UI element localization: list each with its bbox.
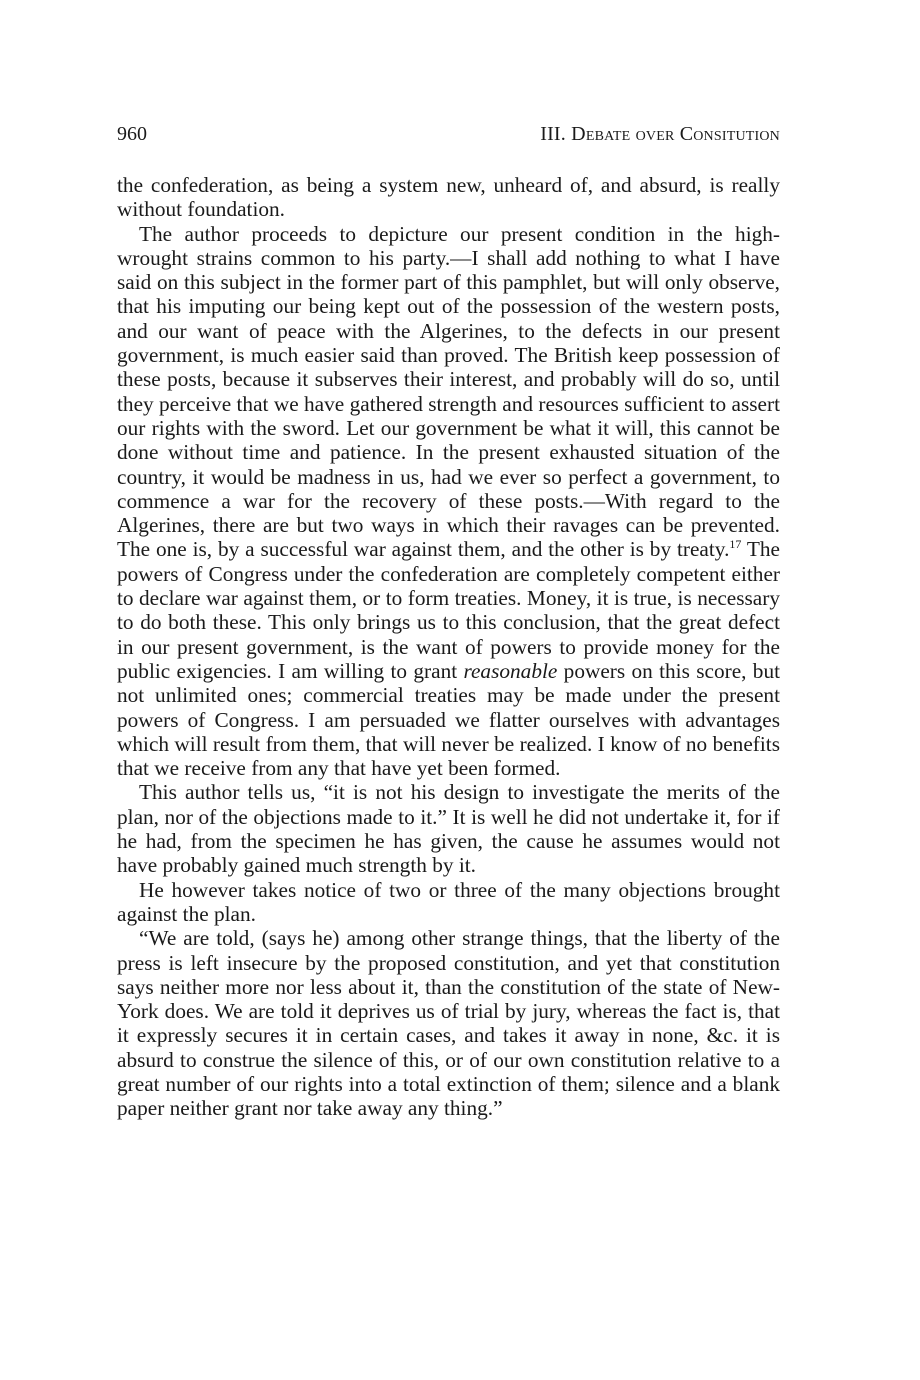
paragraph-5: “We are told, (says he) among other strange things, that the liberty of the press is left insecure by the proposed constitution, and yet that constitution says neither more nor less about it, than the constitution of the state of New-York does. We are told it deprives us of trial by jury, whereas the fact is, that it expressly secures it in certain cases, and takes it away in none, &c. it is absurd to construe the silence of this, or of our own constitution relative to a great number of our rights into a total extinction of them; silence and a blank paper neither grant nor take away any thing.” [117,926,780,1121]
running-title: III. Debate over Consitution [540,123,780,145]
page [117,122,780,1121]
paragraph-4: He however takes notice of two or three of the many objections brought against the plan. [117,877,780,926]
running-head [117,122,780,146]
paragraph-2 [117,222,780,781]
footnote-ref-17: 17 [729,537,742,552]
emphasis-reasonable: reasonable [463,658,558,683]
paragraph-2-part-a: The author proceeds to depicture our present condition in the high-wrought strains common to his party.—I shall add nothing to what I have said on this subject in the former part of this pamphlet, but will only observe, that his imputing our being kept out of the possession of the western posts, and our want of peace with the Algerines, to the defects in our present government, is much easier said than proved. The British keep possession of these posts, because it subserves their interest, and probably will do so, until they perceive that we have gathered strength and resources sufficient to assert our rights with the sword. Let our government be what it will, this cannot be done without time and patience. In the present exhausted situation of the country, it would be madness in us, had we ever so perfect a government, to commence a war for the recovery of these posts.—With regard to the Algerines, there are but two ways in which their ravages can be prevented. The one is, by a successful war against them, and the other is by treaty. [117,221,780,562]
page-number: 960 [117,123,147,145]
paragraph-2-part-c: powers on this score, but not unlimited ones; commercial treaties may be made under the present powers of Congress. I am persuaded we flatter ourselves with advantages which will result from them, that will never be realized. I know of no benefits that we receive from any that have yet been formed. [117,658,781,781]
body-text [117,173,780,1121]
paragraph-1: the confederation, as being a system new, unheard of, and absurd, is really without foundation. [117,173,780,222]
paragraph-2-part-b: The powers of Congress under the confederation are completely competent either to declare war against them, or to form treaties. Money, it is true, is necessary to do both these. This only brings us to this conclusion, that the great defect in our present government, is the want of powers to provide money for the public exigencies. I am willing to grant [117,537,780,683]
paragraph-3: This author tells us, “it is not his design to investigate the merits of the plan, nor of the objections made to it.” It is well he did not undertake it, for if he had, from the specimen he has given, the cause he assumes would not have probably gained much strength by it. [117,780,780,878]
